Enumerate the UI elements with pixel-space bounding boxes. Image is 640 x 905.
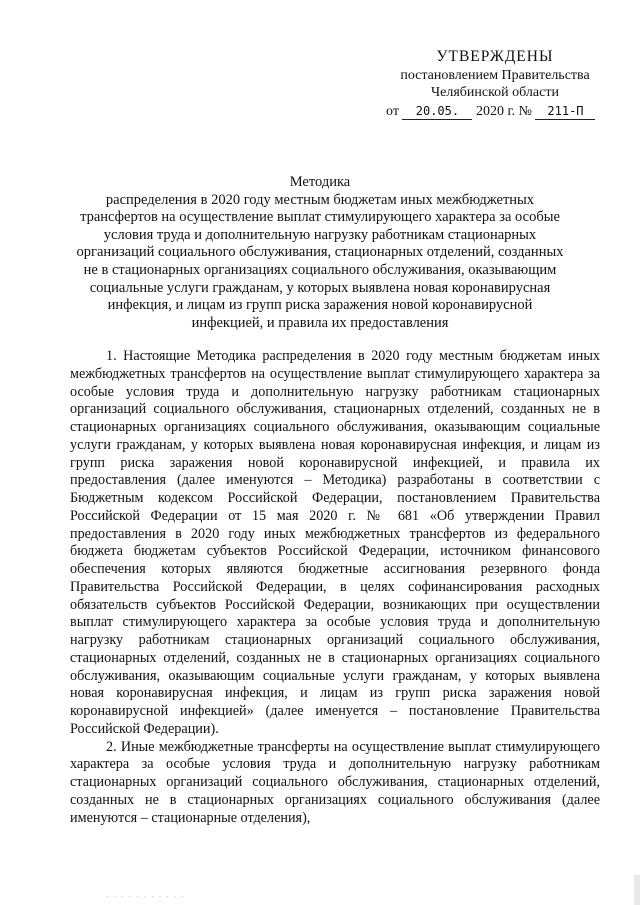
paragraph-1: 1. Настоящие Методика распределения в 2020 году местным бюджетам иных межбюджетных трансфертов на осуществление выплат стимулирующего характера за особые условия труда и дополнительную нагрузку работникам стационарных организаций социального обслуживания, стационарных отделений, созданных не в стационарных организациях социального обслуживания, оказывающим социальные услуги гражданам, у которых выявлена новая коронавирусная инфекция, и лицам из групп риска заражения новой коронавирусной инфекцией, и правила их предоставления (далее именуются – Методика) разработаны в соответствии с Бюджетным кодексом Российской Федерации, постановлением Правительства Российской Федерации от 15 мая 2020 г. № 681 «Об утверждении Правил предоставления в 2020 году иных межбюджетных трансфертов из федерального бюджета бюджетам субъектов Российской Федерации, источником финансового обеспечения которых являются бюджетные ассигнования резервного фонда Правительства Российской Федерации, в целях софинансирования расходных обязательств субъектов Российской Федерации, возникающих при осуществлении выплат стимулирующего характера за особые условия труда и дополнительную нагрузку работникам стационарных организаций социального обслуживания, стационарных отделений, созданных не в стационарных организациях социального обслуживания, оказывающим социальные услуги гражданам, у которых выявлена новая коронавирусная инфекция, и лицам из групп риска заражения новой коронавирусной инфекцией» (далее именуется – постановление Правительства Российской Федерации). <box>70 348 600 737</box>
approval-dateline <box>386 103 610 120</box>
approval-stamp <box>380 48 610 120</box>
approval-number-field: 211-П <box>535 104 595 120</box>
scan-edge-mark <box>634 875 640 905</box>
document-title <box>70 174 570 332</box>
document-body <box>70 348 600 827</box>
date-prefix: от <box>386 104 399 119</box>
page-footer-dots: · · · · · · · · · · · <box>106 891 185 901</box>
paragraph-2: 2. Иные межбюджетные трансферты на осуществление выплат стимулирующего характера за особые условия труда и дополнительную нагрузку работникам стационарных организаций социального обслуживания, стационарных отделений, созданных не в стационарных организациях социального обслуживания (далее именуются – стационарные отделения), <box>70 738 600 826</box>
approval-region: Челябинской области <box>431 85 559 100</box>
approval-heading: УТВЕРЖДЕНЫ <box>436 48 554 65</box>
document-title-head: Методика <box>289 174 351 190</box>
document-title-subtitle: распределения в 2020 году местным бюджетам иных межбюджетных трансфертов на осуществление выплат стимулирующего характера за особые условия труда и дополнительную нагрузку работникам стационарных организаций социального обслуживания, стационарных отделений, созданных не в стационарных организациях социального обслуживания, оказывающим социальные услуги гражданам, у которых выявлена новая коронавирусная инфекция, и лицам из групп риска заражения новой коронавирусной инфекцией, и правила их предоставления <box>76 191 564 331</box>
approval-date-field: 20.05. <box>402 104 472 120</box>
year-number-label: 2020 г. № <box>475 104 532 119</box>
approval-issuer: постановлением Правительства <box>400 68 590 83</box>
